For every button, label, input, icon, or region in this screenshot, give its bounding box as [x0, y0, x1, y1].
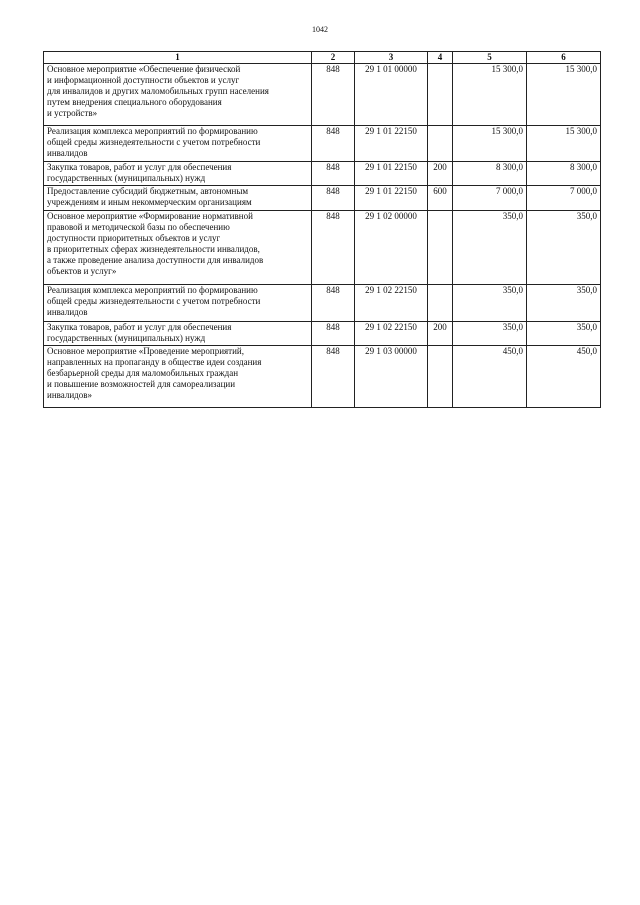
row-year1-cell: 7 000,0	[453, 186, 527, 211]
table-row	[44, 211, 601, 285]
row-code-cell: 848	[312, 64, 355, 126]
row-csr-cell: 29 1 01 22150	[355, 162, 428, 186]
row-csr-cell: 29 1 02 22150	[355, 285, 428, 322]
row-year2-cell: 7 000,0	[527, 186, 601, 211]
row-year2-cell: 350,0	[527, 211, 601, 285]
row-name-cell: Реализация комплекса мероприятий по формированию общей среды жизнедеятельности с учетом потребности инвалидов	[44, 126, 312, 162]
row-year1-cell: 15 300,0	[453, 126, 527, 162]
row-year1-cell: 450,0	[453, 346, 527, 408]
table-row	[44, 346, 601, 408]
table-row	[44, 285, 601, 322]
row-vr-cell	[428, 126, 453, 162]
row-vr-cell	[428, 211, 453, 285]
row-csr-cell: 29 1 02 00000	[355, 211, 428, 285]
table-row	[44, 186, 601, 211]
table-header-row	[44, 52, 601, 64]
table-row	[44, 162, 601, 186]
row-csr-cell: 29 1 01 22150	[355, 186, 428, 211]
row-year1-cell: 8 300,0	[453, 162, 527, 186]
row-code-cell: 848	[312, 162, 355, 186]
row-name-cell: Основное мероприятие «Формирование нормативной правовой и методической базы по обеспечению доступности приоритетных объектов и услуг в приоритетных сферах жизнедеятельности инвалидов, а также проведение анализа доступности для инвалидов объектов и услуг»	[44, 211, 312, 285]
row-year2-cell: 350,0	[527, 322, 601, 346]
row-vr-cell: 600	[428, 186, 453, 211]
budget-table	[43, 51, 601, 408]
column-header: 3	[355, 52, 428, 64]
table-row	[44, 126, 601, 162]
row-code-cell: 848	[312, 126, 355, 162]
row-name-cell: Реализация комплекса мероприятий по формированию общей среды жизнедеятельности с учетом потребности инвалидов	[44, 285, 312, 322]
row-csr-cell: 29 1 01 00000	[355, 64, 428, 126]
row-code-cell: 848	[312, 285, 355, 322]
row-csr-cell: 29 1 02 22150	[355, 322, 428, 346]
row-vr-cell	[428, 346, 453, 408]
row-name-cell: Закупка товаров, работ и услуг для обеспечения государственных (муниципальных) нужд	[44, 322, 312, 346]
row-name-cell: Основное мероприятие «Обеспечение физической и информационной доступности объектов и услуг для инвалидов и других маломобильных групп населения путем внедрения специального оборудования и устройств»	[44, 64, 312, 126]
row-code-cell: 848	[312, 186, 355, 211]
column-header: 6	[527, 52, 601, 64]
row-year2-cell: 15 300,0	[527, 126, 601, 162]
row-csr-cell: 29 1 03 00000	[355, 346, 428, 408]
page-number: 1042	[312, 25, 328, 34]
row-vr-cell	[428, 285, 453, 322]
row-year2-cell: 350,0	[527, 285, 601, 322]
row-vr-cell: 200	[428, 322, 453, 346]
row-code-cell: 848	[312, 211, 355, 285]
column-header: 2	[312, 52, 355, 64]
row-code-cell: 848	[312, 346, 355, 408]
row-year2-cell: 450,0	[527, 346, 601, 408]
row-year1-cell: 350,0	[453, 285, 527, 322]
row-name-cell: Предоставление субсидий бюджетным, автономным учреждениям и иным некоммерческим организациям	[44, 186, 312, 211]
column-header: 5	[453, 52, 527, 64]
table-row	[44, 322, 601, 346]
row-year2-cell: 15 300,0	[527, 64, 601, 126]
row-name-cell: Основное мероприятие «Проведение мероприятий, направленных на пропаганду в обществе идеи создания безбарьерной среды для маломобильных граждан и повышение возможностей для самореализации инвалидов»	[44, 346, 312, 408]
row-year2-cell: 8 300,0	[527, 162, 601, 186]
row-year1-cell: 15 300,0	[453, 64, 527, 126]
row-name-cell: Закупка товаров, работ и услуг для обеспечения государственных (муниципальных) нужд	[44, 162, 312, 186]
row-vr-cell: 200	[428, 162, 453, 186]
column-header: 4	[428, 52, 453, 64]
table-row	[44, 64, 601, 126]
row-vr-cell	[428, 64, 453, 126]
row-year1-cell: 350,0	[453, 322, 527, 346]
row-year1-cell: 350,0	[453, 211, 527, 285]
row-code-cell: 848	[312, 322, 355, 346]
row-csr-cell: 29 1 01 22150	[355, 126, 428, 162]
column-header: 1	[44, 52, 312, 64]
